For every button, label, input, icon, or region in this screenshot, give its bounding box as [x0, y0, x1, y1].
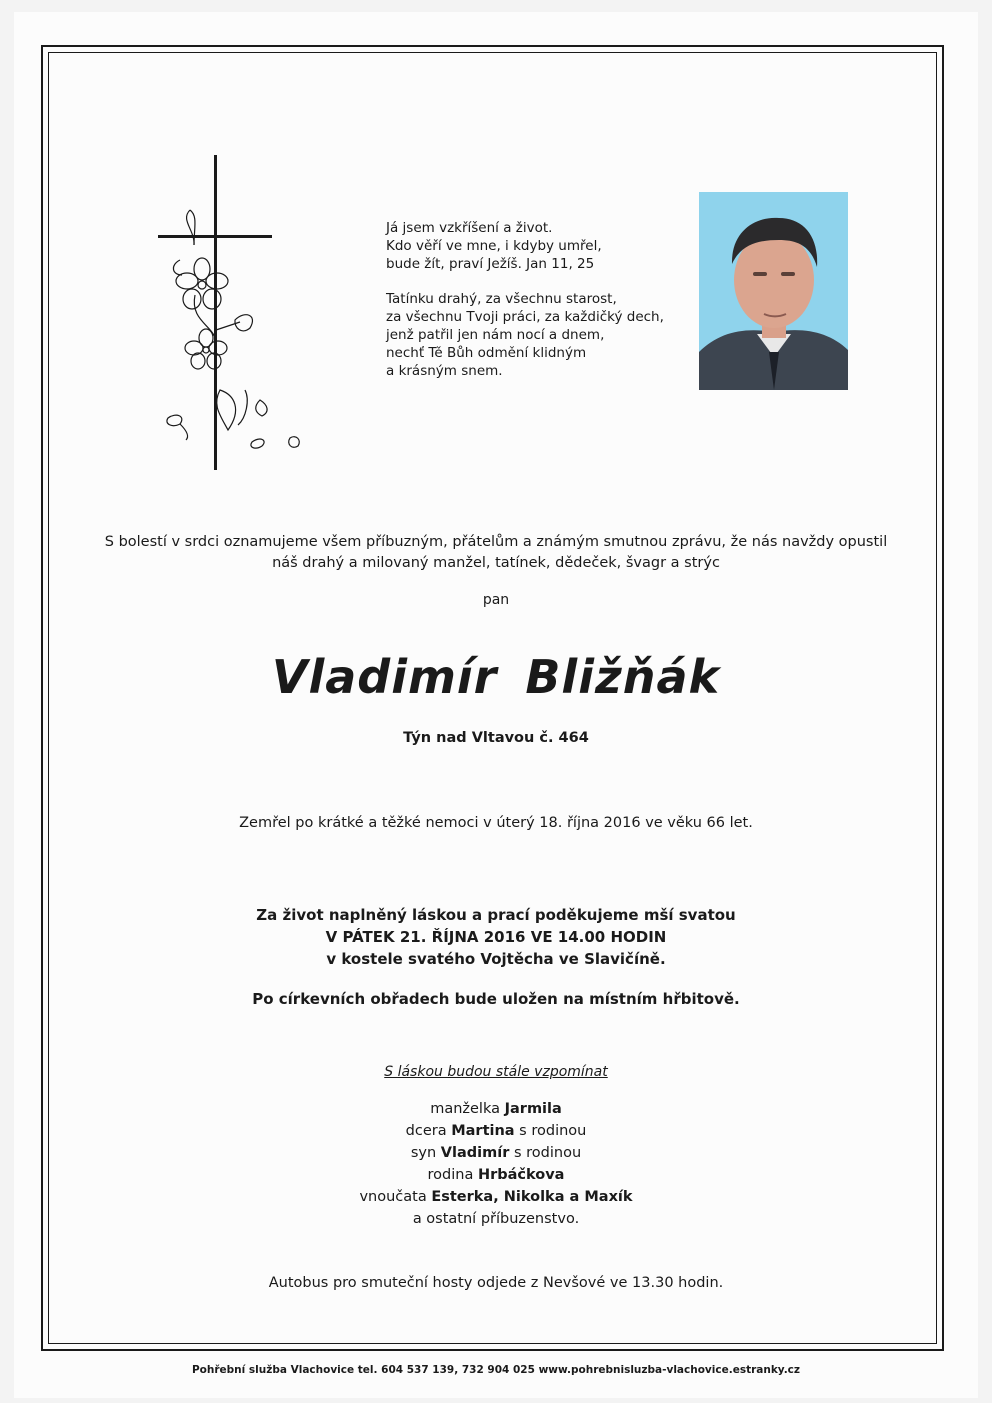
- verse-line: bude žít, praví Ježíš. Jan 11, 25: [386, 256, 595, 272]
- funeral-info: [60, 904, 932, 970]
- mourners-list: [60, 1098, 932, 1230]
- poem-line: jenž patřil jen nám nocí a dnem,: [386, 327, 605, 343]
- salutation: pan: [482, 592, 510, 608]
- announcement-line-2: náš drahý a milovaný manžel, tatínek, dědeček, švagr a strýc: [272, 555, 720, 571]
- bus-notice: Autobus pro smuteční hosty odjede z Nevšové ve 13.30 hodin.: [268, 1275, 724, 1291]
- verse-block: [386, 219, 686, 380]
- verse-line: Kdo věří ve mne, i kdyby umřel,: [386, 238, 602, 254]
- poem-line: a krásným snem.: [386, 363, 503, 379]
- death-notice: Zemřel po krátké a těžké nemoci v úterý 18. října 2016 ve věku 66 let.: [239, 815, 753, 831]
- mourner-item: vnoučata Esterka, Nikolka a Maxík: [359, 1189, 633, 1205]
- deceased-name: [60, 650, 932, 704]
- mourner-item: syn Vladimír s rodinou: [410, 1145, 582, 1161]
- mourner-item: manželka Jarmila: [430, 1101, 562, 1117]
- poem-line: Tatínku drahý, za všechnu starost,: [386, 291, 617, 307]
- funeral-line-2: V PÁTEK 21. ŘÍJNA 2016 VE 14.00 HODIN: [325, 928, 667, 946]
- announcement: [60, 532, 932, 574]
- first-name: Vladimír: [271, 650, 498, 704]
- funeral-line-1: Za život naplněný láskou a prací poděkujeme mší svatou: [256, 906, 736, 924]
- mourner-item: a ostatní příbuzenstvo.: [412, 1211, 580, 1227]
- poem-line: za všechnu Tvoji práci, za každičký dech,: [386, 309, 664, 325]
- announcement-line-1: S bolestí v srdci oznamujeme všem příbuzným, přátelům a známým smutnou zprávu, že nás navždy opustil: [104, 534, 888, 550]
- cross-with-flowers-icon: [150, 150, 320, 480]
- verse-line: Já jsem vzkříšení a život.: [386, 220, 553, 236]
- poem-line: nechť Tě Bůh odmění klidným: [386, 345, 587, 361]
- deceased-address: Týn nad Vltavou č. 464: [403, 730, 589, 746]
- mourner-item: rodina Hrbáčkova: [427, 1167, 565, 1183]
- last-name: Bližňák: [525, 650, 721, 704]
- memory-title: S láskou budou stále vzpomínat: [384, 1064, 608, 1080]
- mourner-item: dcera Martina s rodinou: [405, 1123, 587, 1139]
- burial-info: Po církevních obřadech bude uložen na místním hřbitově.: [252, 990, 740, 1008]
- portrait-photo: [699, 192, 848, 390]
- footer-contact: Pohřební služba Vlachovice tel. 604 537 139, 732 904 025 www.pohrebnisluzba-vlachovice.estranky.cz: [191, 1364, 801, 1376]
- funeral-line-3: v kostele svatého Vojtěcha ve Slavičíně.: [326, 950, 666, 968]
